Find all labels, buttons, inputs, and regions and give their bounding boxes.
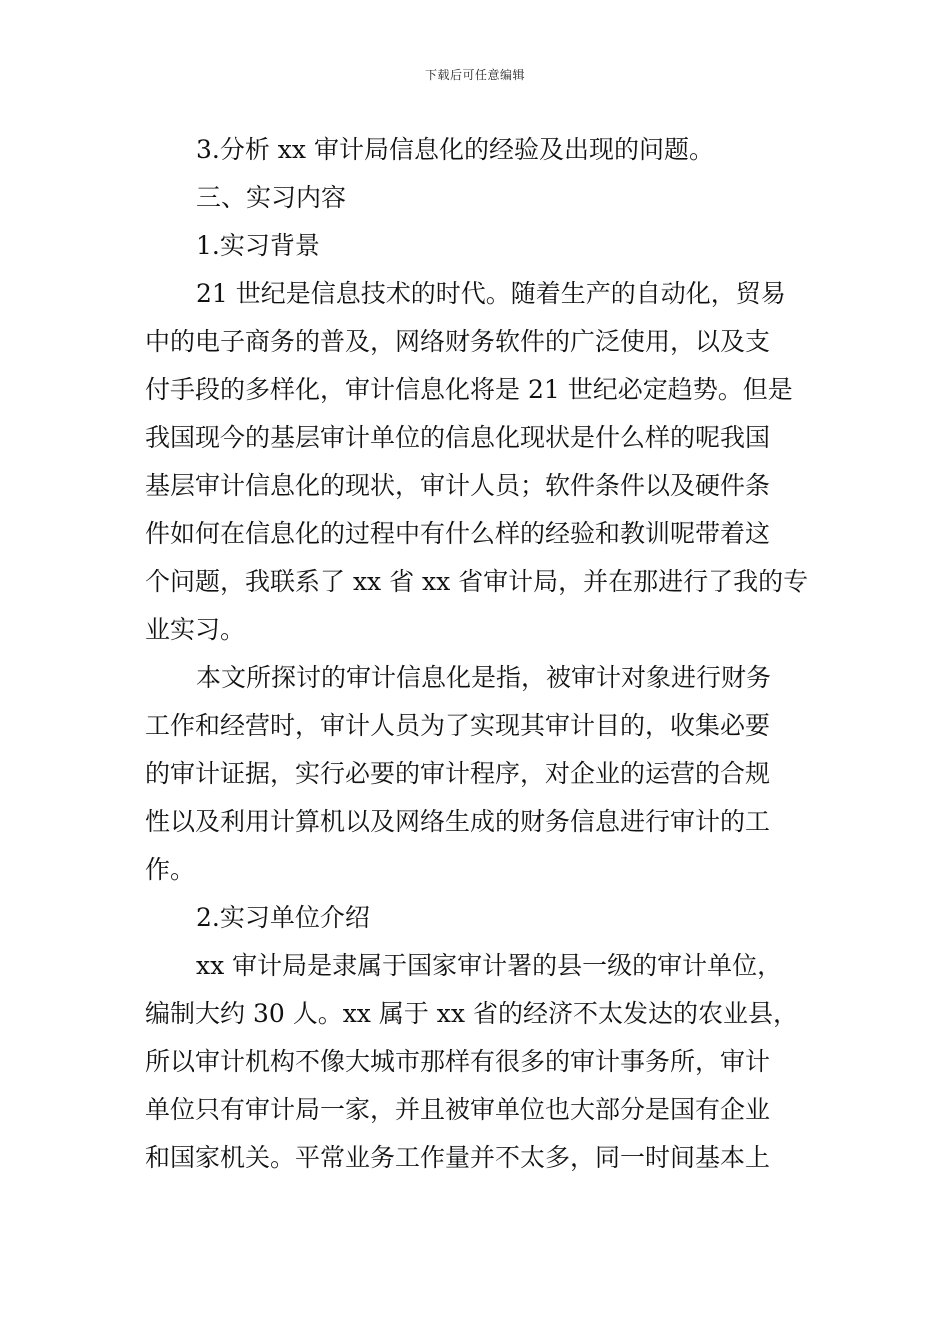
paragraph-line: 21 世纪是信息技术的时代。随着生产的自动化，贸易 xyxy=(196,279,786,308)
section-heading-internship-content: 三、实习内容 xyxy=(196,183,347,212)
paragraph-line: 我国现今的基层审计单位的信息化现状是什么样的呢我国 xyxy=(145,423,771,452)
paragraph-line: 编制大约 30 人。xx 属于 xx 省的经济不太发达的农业县， xyxy=(145,999,798,1028)
paragraph-line: xx 审计局是隶属于国家审计署的县一级的审计单位， xyxy=(196,951,783,980)
subsection-heading-unit-intro: 2.实习单位介绍 xyxy=(196,903,370,932)
paragraph-line: 作。 xyxy=(145,855,196,884)
paragraph-line: 件如何在信息化的过程中有什么样的经验和教训呢带着这 xyxy=(145,519,771,548)
document-body xyxy=(145,126,810,1182)
paragraph-line: 和国家机关。平常业务工作量并不太多，同一时间基本上 xyxy=(145,1143,771,1172)
paragraph-line: 本文所探讨的审计信息化是指，被审计对象进行财务 xyxy=(196,663,772,692)
paragraph-line: 的审计证据，实行必要的审计程序，对企业的运营的合规 xyxy=(145,759,771,788)
paragraph-line: 性以及利用计算机以及网络生成的财务信息进行审计的工 xyxy=(145,807,771,836)
paragraph-line: 中的电子商务的普及，网络财务软件的广泛使用，以及支 xyxy=(145,327,771,356)
paragraph-line: 所以审计机构不像大城市那样有很多的审计事务所，审计 xyxy=(145,1047,771,1076)
page-header-note: 下载后可任意编辑 xyxy=(424,68,525,82)
paragraph-line: 业实习。 xyxy=(145,615,246,644)
paragraph-line: 个问题，我联系了 xx 省 xx 省审计局，并在那进行了我的专 xyxy=(145,567,809,596)
subsection-heading-background: 1.实习背景 xyxy=(196,231,320,260)
paragraph-line: 付手段的多样化，审计信息化将是 21 世纪必定趋势。但是 xyxy=(145,375,793,404)
paragraph-line: 基层审计信息化的现状，审计人员；软件条件以及硬件条 xyxy=(145,471,771,500)
paragraph-line: 单位只有审计局一家，并且被审单位也大部分是国有企业 xyxy=(145,1095,771,1124)
list-item-objective-3: 3.分析 xx 审计局信息化的经验及出现的问题。 xyxy=(196,135,714,164)
paragraph-line: 工作和经营时，审计人员为了实现其审计目的，收集必要 xyxy=(145,711,771,740)
